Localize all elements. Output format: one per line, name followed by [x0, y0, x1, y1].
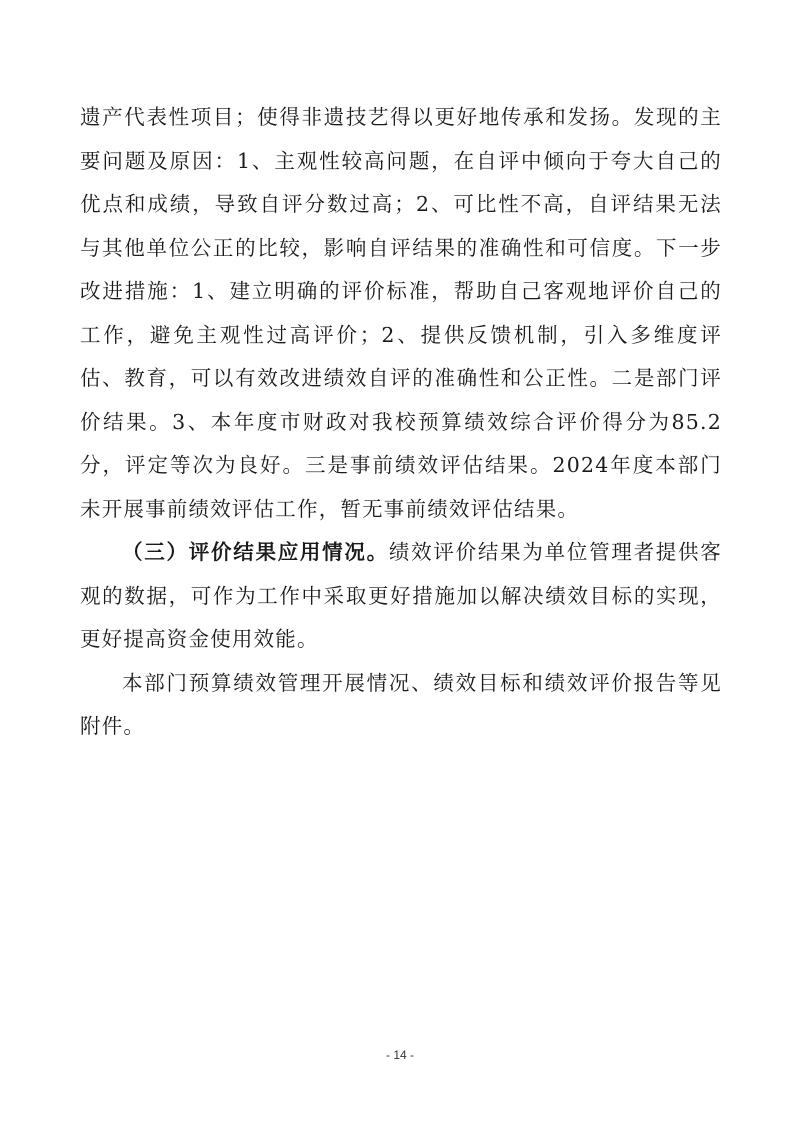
paragraph-attachments-note: 本部门预算绩效管理开展情况、绩效目标和绩效评价报告等见附件。	[80, 670, 722, 738]
document-body	[80, 96, 722, 749]
section-body: 绩效评价结果为单位管理者提供客观的数据，可作为工作中采取更好措施加以解决绩效目标的实现，更好提高资金使用效能。	[80, 540, 722, 651]
page-number: - 14 -	[385, 1048, 414, 1062]
section-heading: （三）评价结果应用情况。	[122, 540, 389, 564]
paragraph-evaluation-results-application	[80, 531, 722, 662]
paragraph-continuation: 遗产代表性项目；使得非遗技艺得以更好地传承和发扬。发现的主要问题及原因：1、主观性较高问题，在自评中倾向于夸大自己的优点和成绩，导致自评分数过高；2、可比性不高，自评结果无法与其他单位公正的比较，影响自评结果的准确性和可信度。下一步改进措施：1、建立明确的评价标准，帮助自己客观地评价自己的工作，避免主观性过高评价；2、提供反馈机制，引入多维度评估、教育，可以有效改进绩效自评的准确性和公正性。二是部门评价结果。3、本年度市财政对我校预算绩效综合评价得分为85.2分，评定等次为良好。三是事前绩效评估结果。2024年度本部门未开展事前绩效评估工作，暂无事前绩效评估结果。	[80, 105, 722, 521]
